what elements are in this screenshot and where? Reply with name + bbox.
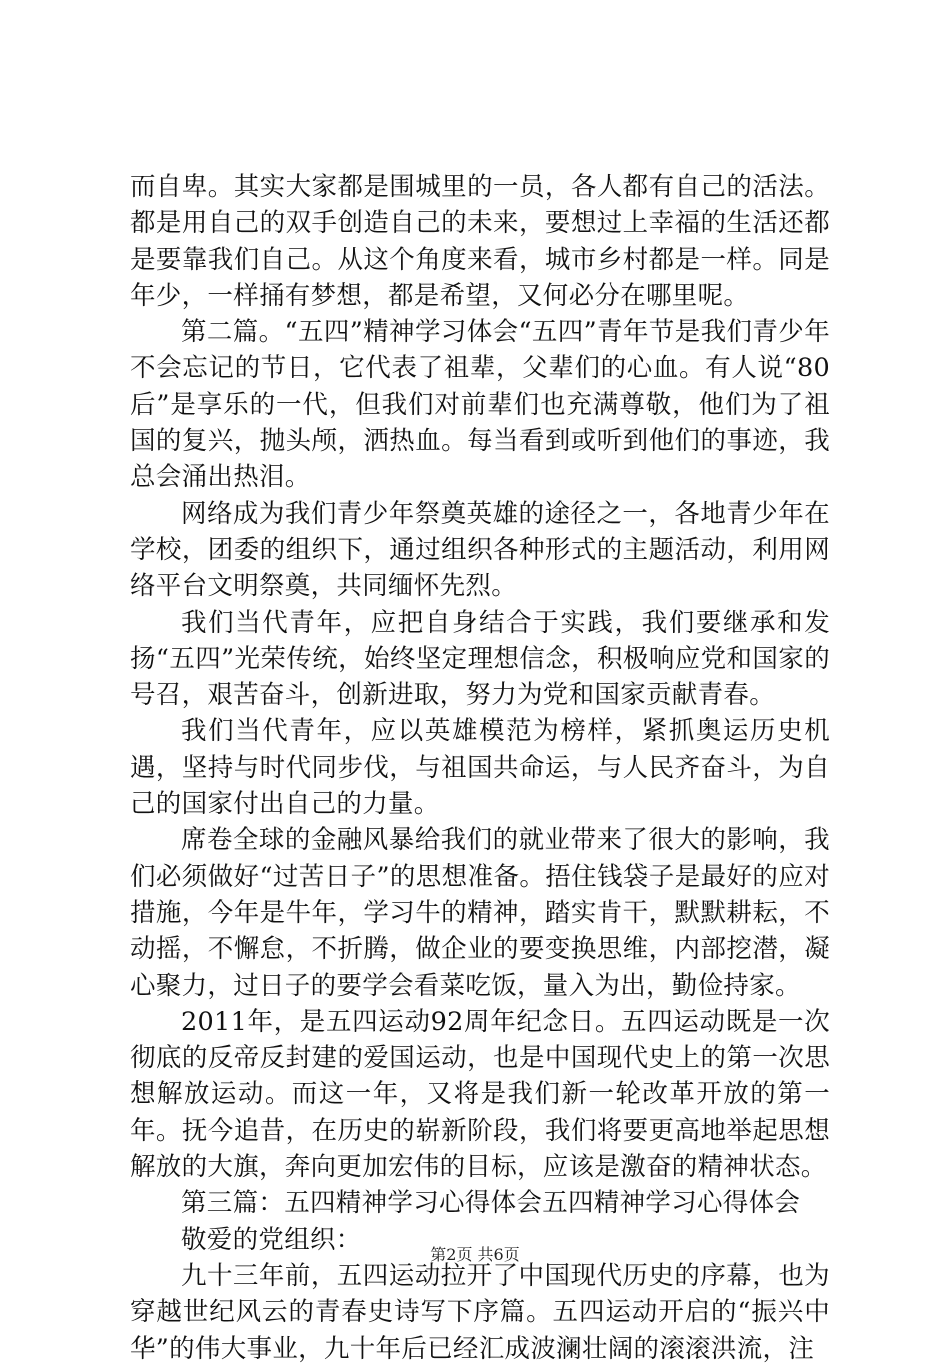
page-footer: 第2页 共6页 [430, 1245, 520, 1264]
paragraph-4: 我们当代青年，应把自身结合于实践，我们要继承和发扬“五四”光荣传统，始终坚定理想信念，积极响应党和国家的号召，艰苦奋斗，创新进取，努力为党和国家贡献青春。 [130, 607, 830, 711]
paragraph-6: 席卷全球的金融风暴给我们的就业带来了很大的影响，我们必须做好“过苦日子”的思想准备。捂住钱袋子是最好的应对措施，今年是牛年，学习牛的精神，踏实肯干，默默耕耘，不动摇，不懈怠，不折腾，做企业的要变换思维，内部挖潜，凝心聚力，过日子的要学会看菜吃饭，量入为出，勤俭持家。 [130, 825, 830, 1001]
paragraph-3: 网络成为我们青少年祭奠英雄的途径之一，各地青少年在学校，团委的组织下，通过组织各种形式的主题活动，利用网络平台文明祭奠，共同缅怀先烈。 [130, 498, 830, 602]
section-heading-3: 第三篇：五四精神学习心得体会五四精神学习心得体会 [181, 1188, 801, 1219]
paragraph-5: 我们当代青年，应以英雄模范为榜样，紧抓奥运历史机遇，坚持与时代同步伐，与祖国共命运，与人民齐奋斗，为自己的国家付出自己的力量。 [130, 716, 830, 820]
paragraph-1: 而自卑。其实大家都是围城里的一员，各人都有自己的活法。都是用自己的双手创造自己的未来，要想过上幸福的生活还都是要靠我们自己。从这个角度来看，城市乡村都是一样。同是年少，一样捅有梦想，都是希望，又何必分在哪里呢。 [130, 172, 830, 311]
paragraph-7: 2011年，是五四运动92周年纪念日。五四运动既是一次彻底的反帝反封建的爱国运动，也是中国现代史上的第一次思想解放运动。而这一年，又将是我们新一轮改革开放的第一年。抚今追昔，在历史的崭新阶段，我们将要更高地举起思想解放的大旗，奔向更加宏伟的目标，应该是激奋的精神状态。 [130, 1006, 830, 1183]
paragraph-10: 九十三年前，五四运动拉开了中国现代历史的序幕，也为穿越世纪风云的青春史诗写下序篇。五四运动开启的“振兴中华”的伟大事业，九十年后已经汇成波澜壮阔的滚滚洪流，注 [130, 1260, 830, 1364]
salutation: 敬爱的党组织： [181, 1224, 362, 1255]
document-body [130, 169, 830, 1367]
paragraph-2: 第二篇。“五四”精神学习体会“五四”青年节是我们青少年不会忘记的节日，它代表了祖辈，父辈们的心血。有人说“80后”是享乐的一代，但我们对前辈们也充满尊敬，他们为了祖国的复兴，抛头颅，洒热血。每当看到或听到他们的事迹，我总会涌出热泪。 [130, 317, 830, 493]
